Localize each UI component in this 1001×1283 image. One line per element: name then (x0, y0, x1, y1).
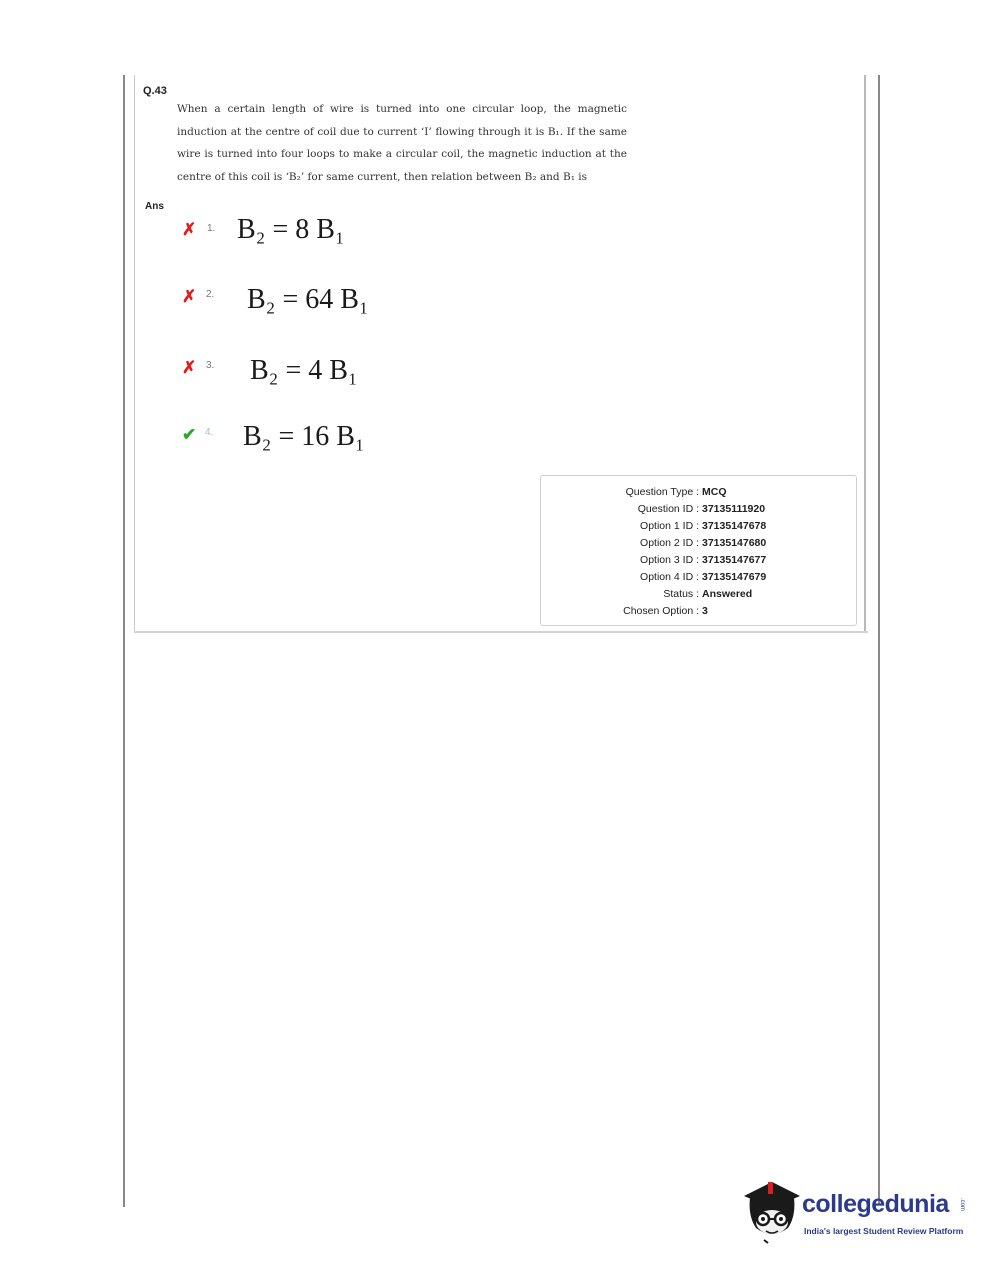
info-label: Question ID : (637, 503, 699, 515)
info-label: Status : (663, 588, 699, 600)
info-value: 37135147680 (702, 537, 767, 549)
info-value: 37135147678 (702, 520, 767, 532)
option-formula: B₂ = 8 B₁ (237, 214, 345, 245)
question-line: centre of this coil is ‘B₂’ for same current, then relation between B₂ and B₁ is (177, 170, 587, 183)
info-value: 37135111920 (702, 503, 766, 515)
collegedunia-logo (742, 1176, 972, 1246)
option-formula: B₂ = 16 B₁ (243, 421, 365, 452)
info-value: 37135147677 (702, 554, 767, 566)
option-1[interactable] (180, 214, 380, 254)
question-info-box (540, 475, 857, 626)
option-number: 3. (206, 360, 215, 371)
info-label: Option 2 ID : (640, 537, 699, 549)
info-label: Option 4 ID : (640, 571, 699, 583)
brand-tagline: India's largest Student Review Platform (804, 1226, 964, 1236)
question-line: induction at the centre of coil due to current ‘I’ flowing through it is B₁. If the same (177, 125, 627, 138)
option-4[interactable] (180, 421, 400, 461)
option-3[interactable] (180, 355, 380, 395)
info-value: 3 (702, 605, 708, 617)
info-label: Question Type : (625, 486, 699, 498)
cross-icon: ✗ (182, 358, 197, 377)
info-label: Option 1 ID : (640, 520, 699, 532)
page-left-border (123, 75, 125, 1207)
mascot-icon (742, 1176, 802, 1246)
question-line: When a certain length of wire is turned into one circular loop, the magnetic (177, 103, 627, 115)
checkmark-icon: ✔ (182, 425, 197, 444)
option-2[interactable] (180, 284, 400, 324)
info-label: Option 3 ID : (640, 554, 699, 566)
question-line: wire is turned into four loops to make a circular coil, the magnetic induction at the (177, 148, 627, 160)
question-number: Q.43 (143, 85, 167, 97)
brand-suffix: .com (959, 1198, 965, 1212)
option-formula: B₂ = 4 B₁ (250, 355, 358, 386)
question-panel-divider (134, 631, 868, 633)
info-value: Answered (702, 588, 753, 600)
cross-icon: ✗ (182, 287, 197, 306)
page-right-border (878, 75, 880, 1205)
info-value: MCQ (702, 486, 727, 498)
option-number: 4. (205, 427, 214, 438)
info-value: 37135147679 (702, 571, 767, 583)
option-formula: B₂ = 64 B₁ (247, 284, 369, 315)
question-text (177, 98, 627, 188)
cross-icon: ✗ (182, 220, 197, 239)
option-number: 1. (207, 223, 216, 234)
option-number: 2. (206, 289, 215, 300)
info-label: Chosen Option : (623, 605, 699, 617)
brand-name: collegedunia (802, 1190, 949, 1218)
answer-label: Ans (145, 201, 164, 212)
